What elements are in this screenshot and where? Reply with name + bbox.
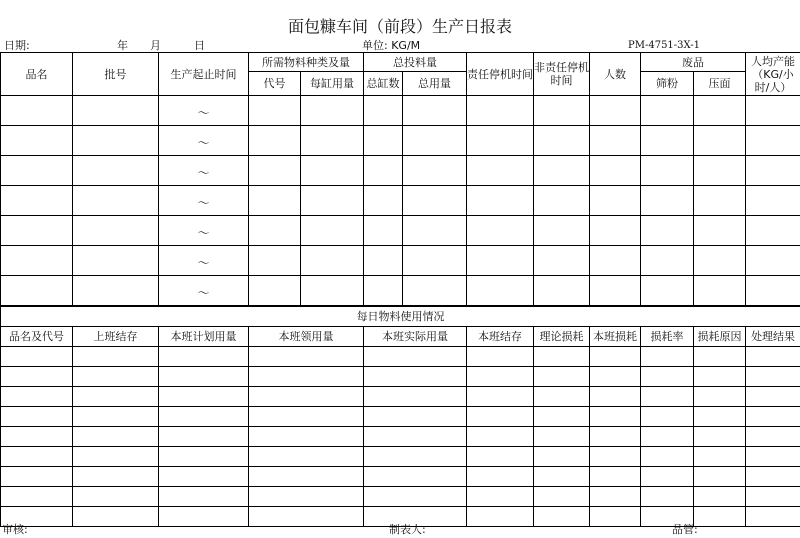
header-product-name: 品名 [1, 53, 73, 96]
header-theory-loss: 理论损耗 [534, 327, 590, 347]
table-row [1, 447, 800, 467]
table-row [1, 276, 800, 306]
header-headcount: 人数 [590, 53, 641, 96]
header-result: 处理结果 [746, 327, 800, 347]
report-title: 面包糠车间（前段）生产日报表 [287, 17, 512, 36]
table-row [1, 126, 800, 156]
table-row [1, 487, 800, 507]
date-day: 日 [194, 39, 205, 52]
header-total-usage: 总用量 [403, 72, 467, 96]
header-planned: 本班计划用量 [159, 327, 249, 347]
time-range-cell[interactable]: ～ [159, 186, 249, 216]
date-year: 年 [117, 39, 128, 52]
section-title-material-usage: 每日物料使用情况 [1, 307, 800, 327]
header-received: 本班领用量 [249, 327, 364, 347]
qc-label: 品管: [672, 523, 698, 536]
table-row [1, 387, 800, 407]
header-actual: 本班实际用量 [364, 327, 467, 347]
header-nonresp-stop: 非责任停机时间 [534, 53, 590, 96]
header-batch-no: 批号 [73, 53, 159, 96]
table-row [1, 156, 800, 186]
table-row [1, 216, 800, 246]
table-row [1, 407, 800, 427]
production-table [0, 52, 800, 306]
time-range-cell[interactable]: ～ [159, 216, 249, 246]
header-total-vats: 总缸数 [364, 72, 403, 96]
time-range-cell[interactable]: ～ [159, 96, 249, 126]
header-loss-rate: 损耗率 [641, 327, 694, 347]
table-row [1, 96, 800, 126]
reviewer-label: 审核: [2, 523, 28, 536]
date-month: 月 [150, 39, 161, 52]
header-stock: 本班结存 [467, 327, 534, 347]
header-materials-group: 所需物料种类及量 [249, 53, 364, 72]
preparer-label: 制表人: [389, 523, 426, 536]
header-actual-loss: 本班损耗 [590, 327, 641, 347]
time-range-cell[interactable]: ～ [159, 156, 249, 186]
header-total-group: 总投料量 [364, 53, 467, 72]
header-start-end-time: 生产起止时间 [159, 53, 249, 96]
materials-table [0, 306, 800, 527]
time-range-cell[interactable]: ～ [159, 246, 249, 276]
table-row [1, 427, 800, 447]
header-code: 代号 [249, 72, 301, 96]
header-per-capita: 人均产能（KG/小时/人） [746, 53, 800, 96]
header-per-vat: 每缸用量 [301, 72, 364, 96]
header-sieve: 筛粉 [641, 72, 694, 96]
time-range-cell[interactable]: ～ [159, 126, 249, 156]
header-name-code: 品名及代号 [1, 327, 73, 347]
header-waste-group: 废品 [641, 53, 746, 72]
table-row [1, 367, 800, 387]
header-press: 压面 [694, 72, 746, 96]
header-resp-stop: 责任停机时间 [467, 53, 534, 96]
header-prev-stock: 上班结存 [73, 327, 159, 347]
form-code: PM-4751-3X-1 [628, 40, 701, 51]
table-row [1, 186, 800, 216]
table-row [1, 246, 800, 276]
header-loss-reason: 损耗原因 [694, 327, 746, 347]
time-range-cell[interactable]: ～ [159, 276, 249, 306]
table-row [1, 347, 800, 367]
table-row [1, 467, 800, 487]
date-label: 日期: [4, 39, 30, 52]
unit-label: 单位: KG/M [362, 39, 421, 52]
